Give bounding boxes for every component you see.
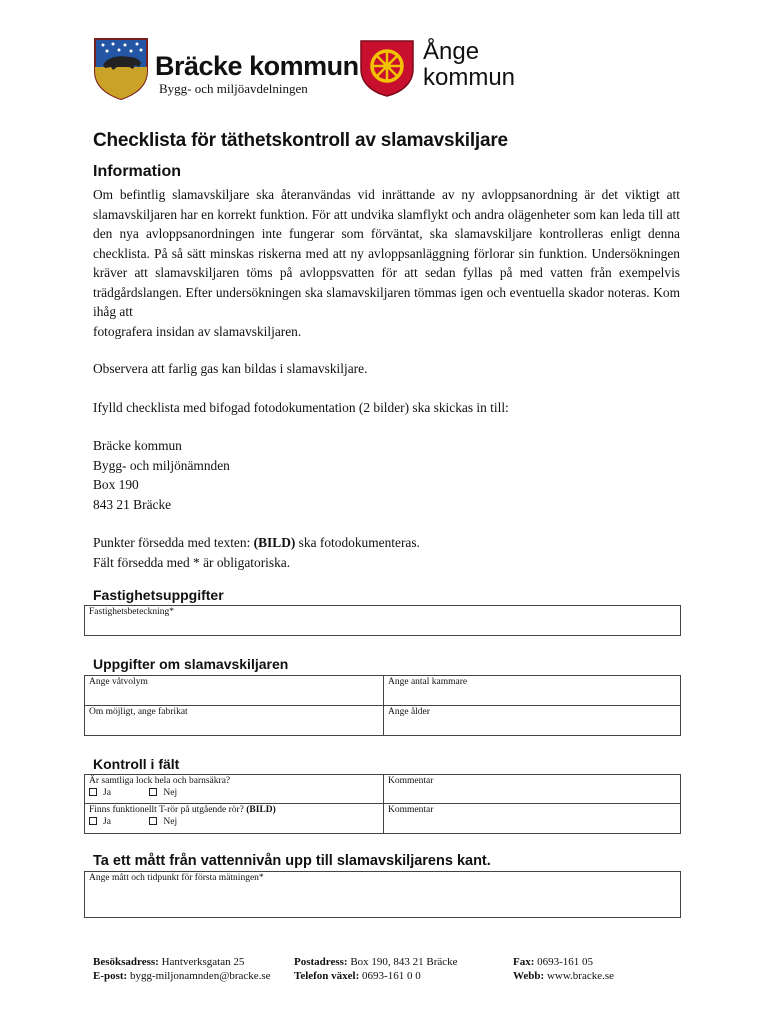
first-measurement-label: Ange mått och tidpunkt för första mätningen* bbox=[89, 873, 264, 883]
email-link[interactable]: bygg-miljonamnden@bracke.se bbox=[127, 970, 271, 982]
property-designation-label: Fastighetsbeteckning* bbox=[89, 607, 174, 617]
no-label: Nej bbox=[163, 788, 178, 798]
fax-label: Fax: bbox=[513, 956, 535, 968]
photo-note-text: Punkter försedda med texten: bbox=[93, 535, 254, 550]
checkbox[interactable] bbox=[149, 817, 157, 825]
notes bbox=[93, 533, 420, 572]
yes-label: Ja bbox=[103, 817, 111, 827]
lids-yes-option[interactable] bbox=[89, 788, 147, 799]
postal-address-value: Box 190, 843 21 Bräcke bbox=[347, 956, 458, 968]
postal-address-label: Postadress: bbox=[294, 956, 348, 968]
footer-col-web bbox=[513, 955, 614, 983]
t-pipe-question bbox=[84, 803, 384, 834]
lids-comment-field[interactable] bbox=[383, 774, 681, 804]
ange-kommun-logo bbox=[359, 39, 515, 97]
manufacturer-field[interactable] bbox=[84, 705, 384, 736]
ange-name-line2: kommun bbox=[423, 64, 516, 91]
t-pipe-question-text bbox=[89, 805, 379, 816]
bracke-name: Bräcke kommun bbox=[155, 51, 359, 81]
intro-text: Om befintlig slamavskiljare ska återanvändas vid inrättande av ny avloppsanordning är det viktigt att slamavskiljaren har en korrekt funktion. För att undvika slamflykt och andra olägenheter som kan leda till att den nya avloppsanordningen inte fungerar som förväntat, ska slamavskiljare kontrolleras enligt denna checklista. På så sätt minskas riskerna med att ny avloppsanläggning förlorar sin funktion. Undersökningen kräver att slamavskiljaren töms på avloppsvatten för att sedan fyllas på med vatten från exempelvis trädgårdslangen. Efter undersökningen ska slamavskiljaren tömmas igen och eventuella skador noteras. Kom ihåg att bbox=[93, 187, 680, 319]
chamber-count-label: Ange antal kammare bbox=[388, 677, 468, 687]
t-pipe-photo-tag: (BILD) bbox=[246, 805, 276, 815]
address-line: Bräcke kommun bbox=[93, 438, 182, 453]
footer-col-visit bbox=[93, 955, 271, 983]
email-label: E-post: bbox=[93, 970, 128, 982]
property-heading: Fastighetsuppgifter bbox=[93, 587, 224, 603]
bracke-kommun-logo bbox=[93, 37, 359, 101]
yes-label: Ja bbox=[103, 788, 111, 798]
t-pipe-no-option[interactable] bbox=[149, 817, 177, 828]
web-label: Webb: bbox=[513, 970, 545, 982]
required-note: Fält försedda med * är obligatoriska. bbox=[93, 554, 291, 570]
septic-info-heading: Uppgifter om slamavskiljaren bbox=[93, 656, 289, 672]
checkbox[interactable] bbox=[149, 788, 157, 796]
wet-volume-label: Ange våtvolym bbox=[89, 677, 148, 687]
information-heading: Information bbox=[93, 163, 181, 180]
age-label: Ange ålder bbox=[388, 707, 430, 717]
address-line: Box 190 bbox=[93, 477, 139, 492]
visit-address-label: Besöksadress: bbox=[93, 956, 159, 968]
lids-no-option[interactable] bbox=[149, 788, 177, 799]
comment-label: Kommentar bbox=[388, 776, 434, 786]
photo-note bbox=[93, 533, 420, 553]
wet-volume-field[interactable] bbox=[84, 675, 384, 706]
gas-warning: Observera att farlig gas kan bildas i slamavskiljare. bbox=[93, 361, 368, 376]
visit-address-value: Hantverksgatan 25 bbox=[158, 956, 245, 968]
photo-note-tag: (BILD) bbox=[253, 535, 296, 550]
intro-last-line: fotografera insidan av slamavskiljaren. bbox=[93, 323, 302, 339]
age-field[interactable] bbox=[383, 705, 681, 736]
lids-question bbox=[84, 774, 384, 804]
intro-paragraph bbox=[93, 185, 680, 341]
page-header bbox=[93, 37, 543, 107]
photo-note-suffix: ska fotodokumenteras. bbox=[295, 535, 420, 550]
checkbox[interactable] bbox=[89, 817, 97, 825]
first-measurement-field[interactable] bbox=[84, 871, 681, 918]
mailing-address bbox=[93, 436, 230, 514]
t-pipe-comment-field[interactable] bbox=[383, 803, 681, 834]
comment-label: Kommentar bbox=[388, 805, 434, 815]
manufacturer-label: Om möjligt, ange fabrikat bbox=[89, 707, 188, 717]
ange-name-line1: Ånge bbox=[423, 38, 480, 65]
footer-col-post bbox=[294, 955, 458, 983]
page-title: Checklista för täthetskontroll av slamavskiljare bbox=[93, 130, 508, 151]
ange-wheel-crest-icon bbox=[359, 39, 415, 97]
field-check-heading: Kontroll i fält bbox=[93, 756, 180, 772]
address-line: Bygg- och miljönämnden bbox=[93, 457, 230, 473]
t-pipe-text: Finns funktionellt T-rör på utgående rör? bbox=[89, 805, 247, 815]
send-instructions: Ifylld checklista med bifogad fotodokumentation (2 bilder) ska skickas in till: bbox=[93, 400, 509, 415]
web-link[interactable]: www.bracke.se bbox=[544, 970, 615, 982]
t-pipe-yes-option[interactable] bbox=[89, 817, 147, 828]
chamber-count-field[interactable] bbox=[383, 675, 681, 706]
phone-value: 0693-161 0 0 bbox=[359, 970, 421, 982]
fax-value: 0693-161 05 bbox=[534, 956, 594, 968]
phone-label: Telefon växel: bbox=[294, 970, 360, 982]
checkbox[interactable] bbox=[89, 788, 97, 796]
lids-question-text: Är samtliga lock hela och barnsäkra? bbox=[89, 776, 231, 786]
property-designation-field[interactable] bbox=[84, 605, 681, 636]
bracke-crest-icon bbox=[93, 37, 149, 101]
address-line: 843 21 Bräcke bbox=[93, 496, 172, 512]
bracke-department: Bygg- och miljöavdelningen bbox=[159, 81, 308, 96]
measurement-heading: Ta ett mått från vattennivån upp till slamavskiljarens kant. bbox=[93, 853, 491, 869]
no-label: Nej bbox=[163, 817, 178, 827]
